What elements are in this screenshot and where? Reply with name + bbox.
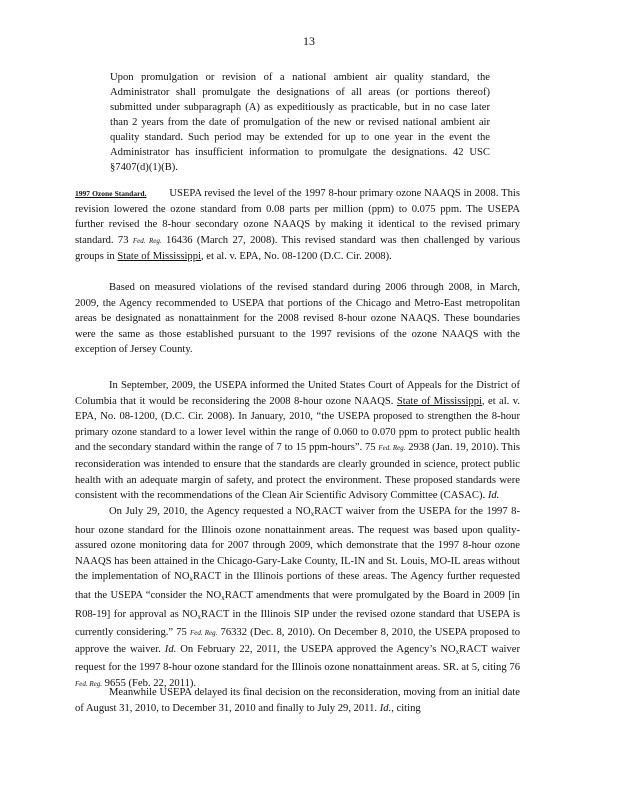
citation: Fed. Reg. [378,444,406,453]
citation: Fed. Reg. [189,629,218,638]
subscript: x [197,612,202,621]
text: RACT amendments that were promulgated by the Board in 2009 [in R08-19] for approval as NO [75,589,520,620]
paragraph-designations: Based on measured violations of the revised standard during 2006 through 2008, in March, 2009, the Agency recommended to USEPA that portions of the Chicago and Metro-East metropolitan areas be designated as nonattainment for the 2008 revised 8-hour ozone NAAQS. These boundaries were the same as those established pursuant to the 1997 revisions of the ozone NAAQS with the exception of Jersey County. [75,282,520,356]
text: RACT in the Illinois SIP under the revised ozone standard that USEPA is currently considering.” 75 [75,608,521,639]
text: RACT waiver request for the 1997 8-hour ozone standard for the Illinois ozone nonattainment areas. SR. at 5, citing 76 [75,643,520,674]
case-name: State of Mississippi [117,251,201,263]
statute-quote: Upon promulgation or revision of a national ambient air quality standard, the Administrator shall promulgate the designations of all areas (or portions thereof) submitted under subparagraph (A) as expeditiously as practicable, but in no case later than 2 years from the date of promulgation of the new or revised national ambient air quality standard. Such period may be extended for up to one year in the event the Administrator has insufficient information to promulgate the designations. 42 USC §7407(d)(1)(B). [110,72,490,173]
paragraph-final-decision-delay [75,685,520,716]
paragraph-nox-ract-waiver [75,504,520,693]
text: On July 29, 2010, the Agency requested a NO [109,506,311,517]
text: 2938 (Jan. 19, 2010). This reconsideration was intended to ensure that the standards are clearly grounded in science, protect public health with an adequate margin of safety, and protect the environment. These proposed standards were consistent with the recommendations of the Clean Air Scientific Advisory Committee (CASAC). [75,442,521,502]
id-citation: Id. [164,643,177,655]
text: 76332 (Dec. 8, 2010). On December 8, 2010, the USEPA proposed to approve the waiver. [75,627,520,655]
text: USEPA revised the level of the 1997 8-hour primary ozone NAAQS in 2008. This revision lowered the ozone standard from 0.08 parts per million (ppm) to 0.075 ppm. The USEPA further revised the 8-hour secondary ozone NAAQS by making it identical to the revised primary standard. 73 [75,188,520,246]
subscript: x [455,647,460,656]
case-name: State of Mississippi [396,395,482,407]
page-number: 13 [303,34,315,48]
subscript: x [221,593,225,602]
paragraph-reconsideration [75,378,520,504]
text: Meanwhile USEPA delayed its final decision on the reconsideration, moving from an initial date of August 31, 2010, to December 31, 2010 and finally to July 29, 2011. [75,687,520,714]
text: In September, 2009, the USEPA informed the United States Court of Appeals for the District of Columbia that it would be reconsidering the 2008 8-hour ozone NAAQS. [75,380,520,407]
id-citation: Id. [379,702,392,714]
text: , citing [391,702,421,714]
section-heading: 1997 Ozone Standard. [75,189,147,198]
subscript: x [310,510,315,518]
id-citation: Id. [487,490,500,502]
text: RACT waiver from the USEPA for the 1997 8-hour ozone standard for the Illinois ozone nonattainment areas. The request was based upon quality-assured ozone monitoring data for 2007 through 2009, which demonstrate that the 1997 8-hour ozone NAAQS has been attained in the Chicago-Gary-Lake County, IL-IN and St. Louis, MO-IL areas without the implementation of NO [75,506,520,583]
subscript: x [189,575,193,584]
text: On February 22, 2011, the USEPA approved the Agency’s NO [180,643,456,655]
text: 9655 (Feb. 22, 2011). [104,677,197,689]
paragraph-1997-ozone-standard [75,186,520,265]
citation: Fed. Reg. [75,679,103,688]
citation: Fed. Reg. [132,236,162,245]
text: RACT in the Illinois portions of these areas. The Agency further requested that the USEPA “consider the NO [75,571,520,601]
text: , et al. v. EPA, No. 08-1200 (D.C. Cir. 2008). [200,251,392,263]
text: , et al. v. EPA, No. 08-1200, (D.C. Cir. 2008). In January, 2010, “the USEPA proposed to strengthen the 8-hour primary ozone standard to a lower level within the range of 0.060 to 0.070 ppm to protect public health and the secondary standard within the range of 7 to 15 ppm-hours”. 75 [75,395,520,454]
text: 16436 (March 27, 2008). This revised standard was then challenged by various groups in [75,234,521,263]
